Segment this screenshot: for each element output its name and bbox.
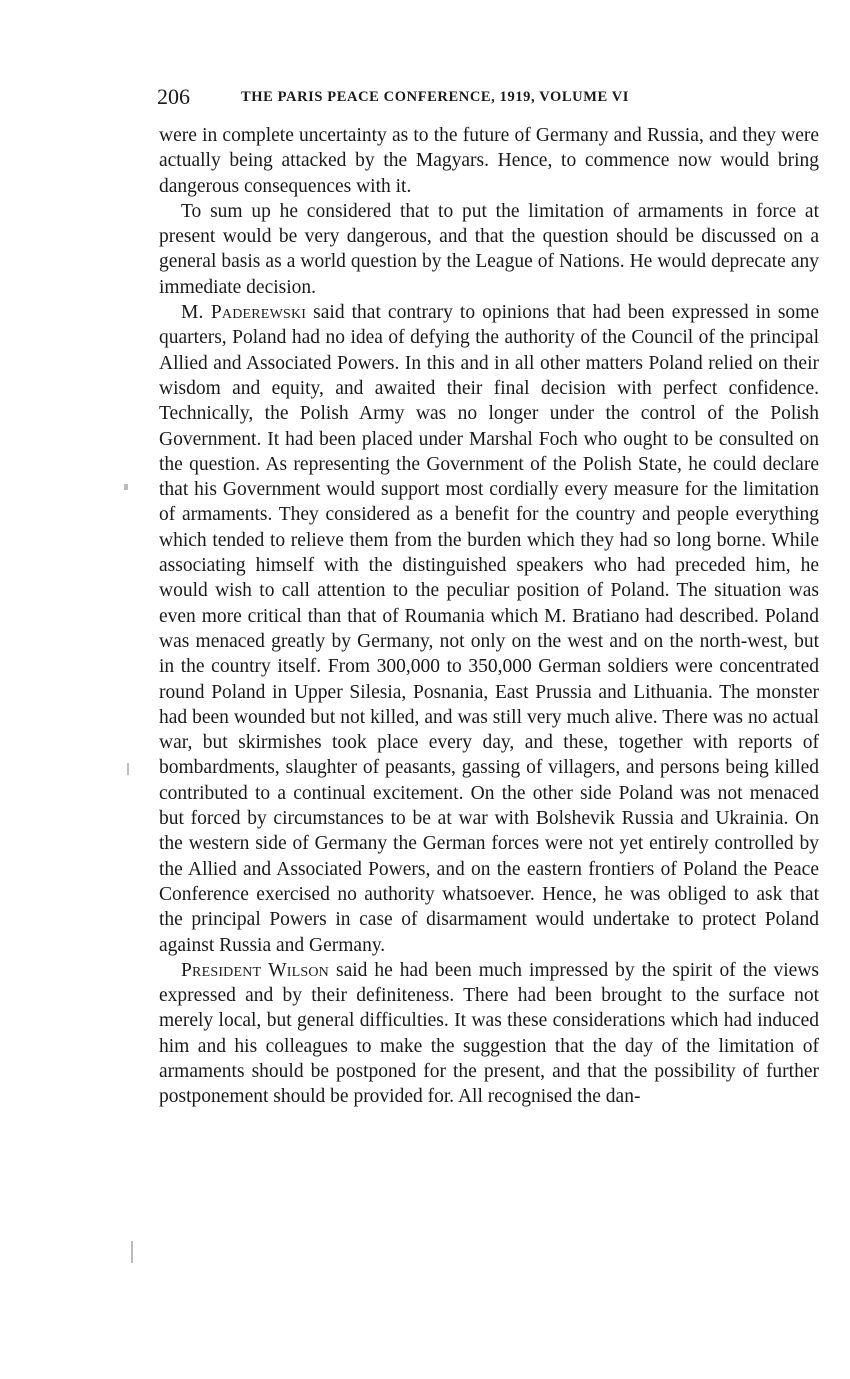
body-text bbox=[159, 123, 819, 1110]
running-title: THE PARIS PEACE CONFERENCE, 1919, VOLUME VI bbox=[241, 89, 630, 105]
paragraph-text: said he had been much impressed by the spirit of the views expressed and by their definiteness. There had been brought to the surface not merely local, but general difficulties. It was these considerations which had induced him and his colleagues to make the suggestion that the day of the limitation of armaments should be postponed for the present, and that the possibility of further postponement should be provided for. All recognised the dan- bbox=[159, 959, 820, 1108]
margin-scan-mark bbox=[127, 763, 129, 775]
paragraph-text: were in complete uncertainty as to the future of Germany and Russia, and they were actually being attacked by the Magyars. Hence, to commence now would bring dangerous consequences with it. bbox=[159, 125, 819, 197]
page-number: 206 bbox=[157, 84, 190, 109]
paragraph-text: said that contrary to opinions that had been expressed in some quarters, Poland had no idea of defying the authority of the Council of the principal Allied and Associated Powers. In this and in all other matters Poland relied on their wisdom and equity, and awaited their final decision with perfect confidence. Technically, the Polish Army was no longer under the control of the Polish Government. It had been placed under Marshal Foch who ought to be consulted on the question. As representing the Government of the Polish State, he could declare that his Government would support most cordially every measure for the limitation of armaments. They considered as a benefit for the country and people everything which tended to relieve them from the burden which they had so long borne. While associating himself with the distinguished speakers who had preceded him, he would wish to call attention to the peculiar position of Poland. The situation was even more critical than that of Roumania which M. Bratiano had described. Poland was menaced greatly by Germany, not only on the west and on the north-west, but in the country itself. From 300,000 to 350,000 German soldiers were concentrated round Poland in Upper Silesia, Posnania, East Prussia and Lithuania. The monster had been wounded but not killed, and was still very much alive. There was no actual war, but skirmishes took place every day, and these, together with reports of bombardments, slaughter of peasants, gassing of villagers, and persons being killed contributed to a continual excitement. On the other side Poland was not menaced but forced by circumstances to be at war with Bolshevik Russia and Ukrainia. On the western side of Germany the German forces were not yet entirely controlled by the Allied and Associated Powers, and on the eastern frontiers of Poland the Peace Conference exercised no authority whatsoever. Hence, he was obliged to ask that the principal Powers in case of disarmament would undertake to protect Poland against Russia and Germany. bbox=[159, 302, 819, 956]
page-header bbox=[157, 82, 817, 112]
speaker-name: M. Paderewski bbox=[181, 302, 307, 324]
paragraph-text: To sum up he considered that to put the limitation of armaments in force at present would be very dangerous, and that the question should be discussed on a general basis as a world question by the League of Nations. He would deprecate any immediate decision. bbox=[159, 200, 819, 298]
margin-scan-mark bbox=[124, 484, 128, 490]
paragraph-summary bbox=[159, 199, 819, 300]
paragraph-continuation bbox=[159, 123, 819, 199]
paragraph-paderewski bbox=[159, 300, 819, 958]
speaker-name: President Wilson bbox=[181, 959, 329, 981]
margin-scan-mark bbox=[131, 1241, 133, 1263]
paragraph-wilson bbox=[159, 958, 819, 1110]
